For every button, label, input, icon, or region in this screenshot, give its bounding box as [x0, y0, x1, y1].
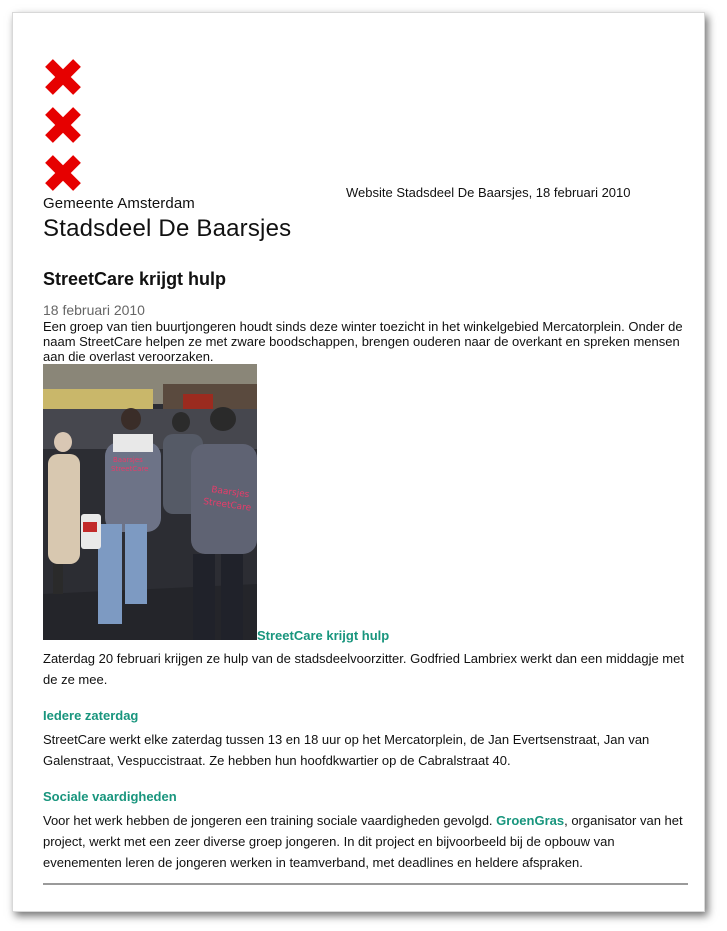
street-photo: [43, 364, 257, 640]
svg-text:Baarsjes: Baarsjes: [113, 456, 143, 464]
groengras-link[interactable]: GroenGras: [496, 813, 565, 828]
article-intro: Een groep van tien buurtjongeren houdt sinds deze winter toezicht in het winkelgebied Mercatorplein. Onder de naam StreetCare helpen ze met zware boodschappen, brengen ouderen naar de overkant en spreken mensen aan die overlast veroorzaken.: [43, 319, 683, 364]
section-text-iedere-zaterdag: StreetCare werkt elke zaterdag tussen 13 en 18 uur op het Mercatorplein, de Jan Evertsenstraat, Jan van Galenstraat, Vespuccistraat. Ze hebben hun hoofdkwartier op de Cabralstraat 40.: [43, 732, 650, 768]
logo-org-name: Gemeente Amsterdam: [43, 195, 195, 212]
footer-divider: [43, 883, 688, 885]
svg-text:StreetCare: StreetCare: [202, 497, 252, 514]
cross-icon: [43, 153, 83, 193]
paragraph-1: Zaterdag 20 februari krijgen ze hulp van de stadsdeelvoorzitter. Godfried Lambriex werkt dan een middagje met de ze mee.: [43, 651, 684, 687]
logo-district-name: Stadsdeel De Baarsjes: [43, 215, 292, 242]
photo-illustration: [43, 364, 257, 640]
andreas-crosses-icon: [43, 57, 83, 201]
header-note: Website Stadsdeel De Baarsjes, 18 februari 2010: [346, 185, 631, 200]
photo-caption: StreetCare krijgt hulp: [257, 628, 390, 643]
article-title: StreetCare krijgt hulp: [43, 269, 227, 289]
section-text-part-2: , organisator van het project, werkt met een zeer diverse groep jongeren. In dit project en bijvoorbeeld bij de opbouw van evenementen leren de jongeren werken in teamverband, met deadlines en heldere afspraken.: [43, 813, 683, 870]
document-page: [12, 12, 705, 912]
section-text-sociale-vaardigheden: [43, 810, 691, 873]
section-heading-sociale-vaardigheden: Sociale vaardigheden: [43, 789, 177, 804]
svg-text:StreetCare: StreetCare: [111, 465, 149, 473]
section-heading-iedere-zaterdag: Iedere zaterdag: [43, 708, 139, 723]
section-text-part-1: Voor het werk hebben de jongeren een training sociale vaardigheden gevolgd.: [43, 813, 497, 828]
cross-icon: [43, 105, 83, 145]
article-date: 18 februari 2010: [43, 302, 145, 318]
cross-icon: [43, 57, 83, 97]
svg-text:Baarsjes: Baarsjes: [210, 485, 250, 501]
